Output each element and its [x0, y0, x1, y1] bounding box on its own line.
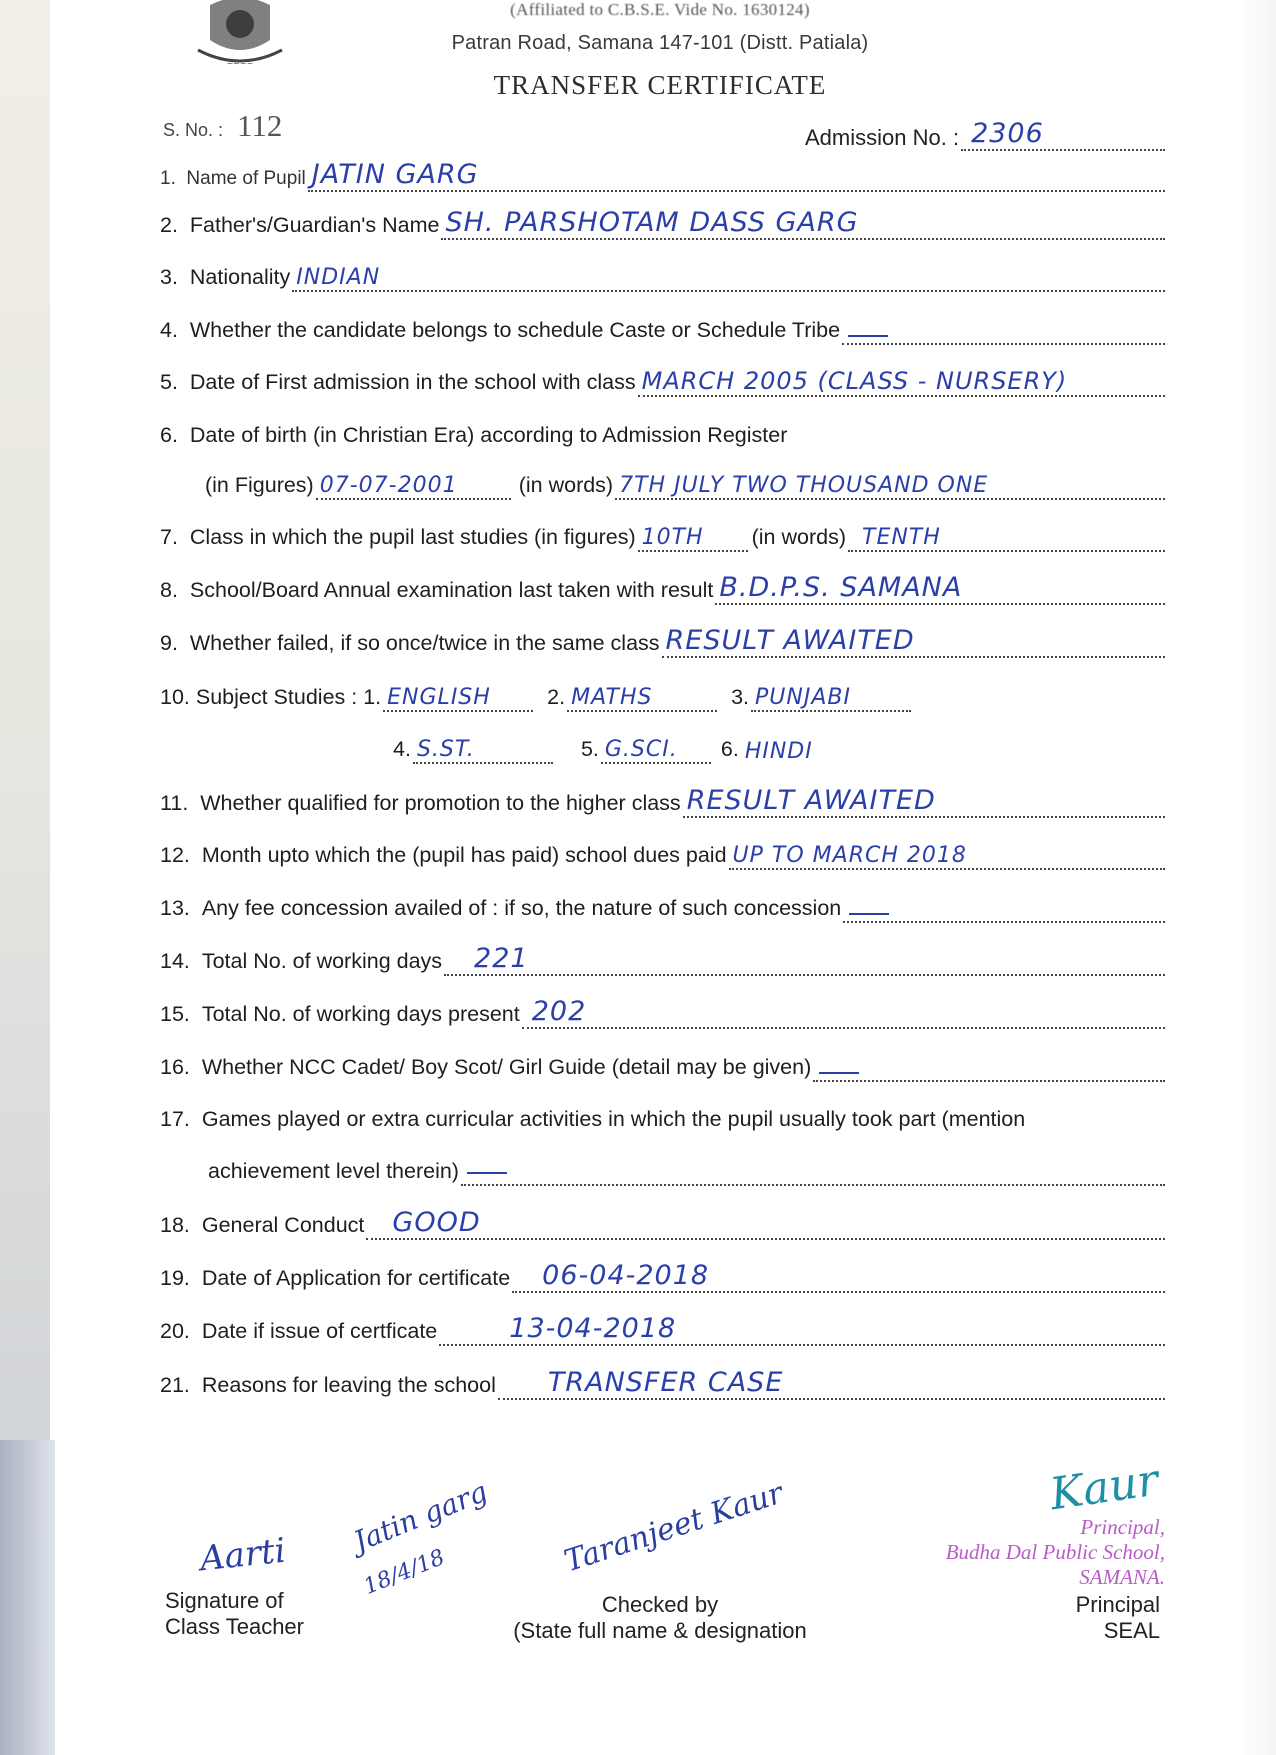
checked-by-line1: Checked by — [601, 1592, 719, 1617]
field-row-10 — [160, 672, 960, 712]
field-row-18 — [160, 1200, 1165, 1240]
field-label: Whether failed, if so once/twice in the same class — [189, 631, 660, 655]
admission-number — [805, 115, 1165, 151]
field-row-17 — [160, 1094, 1165, 1134]
dob-figures-entry — [316, 462, 511, 500]
subject-4-value: S.ST. — [416, 737, 475, 762]
field-number: 15. — [160, 1002, 190, 1026]
field-entry — [842, 307, 1165, 345]
field-row-4 — [160, 305, 1165, 345]
dues-paid-value: UP TO MARCH 2018 — [732, 843, 967, 868]
subject-entry — [413, 726, 553, 764]
field-label: Whether NCC Cadet/ Boy Scot/ Girl Guide (detail may be given) — [201, 1055, 812, 1079]
pupil-signature-date: 18/4/18 — [360, 1545, 449, 1600]
field-row-11 — [160, 778, 1165, 818]
school-seal-stamp — [880, 1515, 1165, 1590]
field-number: 13. — [160, 896, 190, 920]
field-entry — [638, 359, 1165, 397]
checked-by-line2: (State full name & designation — [513, 1618, 807, 1643]
working-days-value: 221 — [474, 943, 529, 974]
field-number: 9. — [160, 631, 178, 655]
dob-figures-label: (in Figures) — [205, 473, 314, 497]
subject-2-value: MATHS — [571, 685, 653, 710]
field-entry — [498, 1362, 1165, 1400]
principal-seal-label — [1040, 1592, 1160, 1644]
serial-number — [163, 108, 282, 144]
field-number: 6. — [160, 423, 178, 447]
field-label: Month upto which the (pupil has paid) school dues paid — [201, 843, 727, 867]
checked-by-label — [490, 1592, 830, 1644]
field-row-20 — [160, 1306, 1165, 1346]
field-row-5 — [160, 357, 1165, 397]
nil-dash — [849, 913, 889, 915]
conduct-value: GOOD — [392, 1207, 481, 1238]
field-label: Date if issue of certficate — [201, 1319, 438, 1343]
school-address: Patran Road, Samana 147-101 (Distt. Patiala) — [451, 32, 869, 54]
class-teacher-label-line2: Class Teacher — [165, 1614, 304, 1639]
field-entry — [522, 991, 1165, 1029]
field-row-21 — [160, 1360, 1165, 1400]
field-label: Date of Application for certificate — [201, 1266, 511, 1290]
field-number: 20. — [160, 1319, 190, 1343]
field-label: Whether the candidate belongs to schedule Caste or Schedule Tribe — [189, 318, 841, 342]
field-number: 11. — [160, 791, 189, 815]
subject-1-value: ENGLISH — [387, 685, 491, 710]
nil-dash — [819, 1072, 859, 1074]
field-label: Date of First admission in the school with class — [189, 370, 636, 394]
field-label: Subject Studies : — [195, 685, 358, 709]
class-figures-value: 10TH — [641, 525, 704, 550]
affiliation-line: (Affiliated to C.B.S.E. Vide No. 1630124) — [510, 0, 810, 19]
nationality-value: INDIAN — [296, 265, 381, 290]
dob-figures-value: 07-07-2001 — [319, 473, 458, 498]
checked-by-signature: Taranjeet Kaur — [560, 1475, 788, 1580]
field-label: Games played or extra curricular activities in which the pupil usually took part (mention — [201, 1107, 1026, 1131]
admission-label: Admission No. : — [805, 125, 960, 150]
field-entry — [461, 1148, 1165, 1186]
dob-words-value: 7TH JULY TWO THOUSAND ONE — [619, 473, 989, 498]
admission-field — [961, 115, 1165, 151]
class-words-entry — [848, 514, 1165, 552]
field-row-17-cont — [208, 1146, 1165, 1186]
days-present-value: 202 — [531, 996, 587, 1027]
issue-date-value: 13-04-2018 — [509, 1313, 677, 1344]
field-row-3 — [160, 252, 1165, 292]
exam-result-value: B.D.P.S. SAMANA — [719, 572, 963, 603]
field-label: School/Board Annual examination last taken with result — [189, 578, 714, 602]
class-teacher-signature: Aarti — [198, 1530, 288, 1580]
dob-row — [205, 460, 1165, 500]
field-label: Total No. of working days — [201, 949, 443, 973]
field-number: 19. — [160, 1266, 190, 1290]
field-entry — [662, 620, 1165, 658]
field-row-2 — [160, 200, 1165, 240]
subject-entry — [567, 674, 717, 712]
seal-line2: Budha Dal Public School, — [945, 1540, 1165, 1564]
field-number: 5. — [160, 370, 178, 394]
field-row-1 — [160, 152, 1165, 192]
class-words-value: TENTH — [862, 525, 941, 550]
field-entry — [441, 202, 1165, 240]
field-number: 3. — [160, 265, 178, 289]
field-label: General Conduct — [201, 1213, 365, 1237]
field-label: Father's/Guardian's Name — [189, 213, 440, 237]
failed-value: RESULT AWAITED — [665, 625, 915, 656]
subject-entry — [383, 674, 533, 712]
serial-label: S. No. : — [163, 120, 224, 140]
field-number: 4. — [160, 318, 178, 342]
field-label: Any fee concession availed of : if so, the nature of such concession — [201, 896, 842, 920]
field-number: 18. — [160, 1213, 190, 1237]
subject-number: 6. — [720, 737, 739, 761]
first-admission-value: MARCH 2005 (CLASS - NURSERY) — [641, 367, 1068, 395]
field-row-19 — [160, 1253, 1165, 1293]
seal-label: SEAL — [1103, 1618, 1160, 1643]
dob-words-label: (in words) — [518, 473, 614, 497]
principal-signature: Kaur — [1046, 1454, 1162, 1521]
subject-6-value: HINDI — [744, 739, 813, 764]
svg-text:~~~~: ~~~~ — [226, 59, 254, 68]
field-label: Class in which the pupil last studies (in figures) — [189, 525, 636, 549]
seal-line1: Principal, — [1080, 1515, 1165, 1539]
subject-entry — [741, 728, 861, 764]
field-entry — [683, 780, 1165, 818]
field-row-9 — [160, 618, 1165, 658]
subject-number: 5. — [580, 737, 599, 761]
field-number: 17. — [160, 1107, 190, 1131]
class-words-label: (in words) — [751, 525, 847, 549]
field-number: 14. — [160, 949, 190, 973]
field-entry — [813, 1044, 1165, 1082]
field-label: Total No. of working days present — [201, 1002, 520, 1026]
field-row-13 — [160, 883, 1165, 923]
application-date-value: 06-04-2018 — [542, 1260, 710, 1291]
page-edge-shadow-bottom — [0, 1440, 55, 1755]
field-entry — [843, 885, 1165, 923]
field-row-6 — [160, 410, 1165, 450]
admission-value: 2306 — [971, 118, 1044, 149]
field-number: 1. — [160, 168, 176, 189]
leaving-reason-value: TRANSFER CASE — [547, 1367, 784, 1398]
promotion-value: RESULT AWAITED — [686, 785, 936, 816]
nil-dash — [848, 335, 888, 337]
subject-number: 4. — [393, 737, 411, 761]
class-teacher-label — [165, 1588, 304, 1640]
field-label: Nationality — [189, 265, 291, 289]
field-row-16 — [160, 1042, 1165, 1082]
subject-5-value: G.SCI. — [604, 737, 678, 762]
field-label: achievement level therein) — [208, 1159, 459, 1183]
field-row-8 — [160, 565, 1165, 605]
page-title: TRANSFER CERTIFICATE — [493, 70, 827, 100]
pupil-name-value: JATIN GARG — [311, 159, 479, 190]
field-entry — [292, 254, 1165, 292]
field-entry — [715, 567, 1165, 605]
field-number: 12. — [160, 843, 190, 867]
field-number: 2. — [160, 213, 178, 237]
field-number: 10. — [160, 685, 190, 709]
school-emblem-icon — [190, 0, 290, 72]
field-row-12 — [160, 830, 1165, 870]
nil-dash — [467, 1172, 507, 1174]
field-entry — [512, 1255, 1165, 1293]
field-label: Date of birth (in Christian Era) according to Admission Register — [189, 423, 788, 447]
field-number: 21. — [160, 1373, 190, 1397]
seal-line3: SAMANA. — [1079, 1565, 1165, 1589]
class-figures-entry — [638, 514, 748, 552]
pupil-signature: Jatin garg — [348, 1474, 493, 1559]
dob-words-entry — [615, 462, 1165, 500]
subject-number: 1. — [363, 685, 382, 709]
field-number: 16. — [160, 1055, 190, 1079]
subject-3-value: PUNJABI — [755, 685, 851, 710]
field-entry — [444, 938, 1165, 976]
field-row-7 — [160, 512, 1165, 552]
subjects-row-2 — [393, 724, 993, 764]
serial-value: 112 — [237, 108, 283, 143]
subject-number: 3. — [731, 685, 750, 709]
field-entry — [729, 832, 1165, 870]
field-number: 8. — [160, 578, 178, 602]
guardian-name-value: SH. PARSHOTAM DASS GARG — [445, 207, 859, 238]
field-label: Name of Pupil — [186, 168, 306, 189]
field-entry — [308, 154, 1165, 192]
principal-label: Principal — [1075, 1592, 1160, 1617]
class-teacher-label-line1: Signature of — [165, 1588, 284, 1613]
field-row-14 — [160, 936, 1165, 976]
field-entry — [439, 1308, 1165, 1346]
field-number: 7. — [160, 525, 178, 549]
field-label: Reasons for leaving the school — [201, 1373, 496, 1397]
field-row-15 — [160, 989, 1165, 1029]
subject-number: 2. — [547, 685, 566, 709]
subject-entry — [601, 726, 711, 764]
subject-entry — [751, 674, 911, 712]
field-entry — [366, 1202, 1165, 1240]
field-label: Whether qualified for promotion to the higher class — [200, 791, 681, 815]
